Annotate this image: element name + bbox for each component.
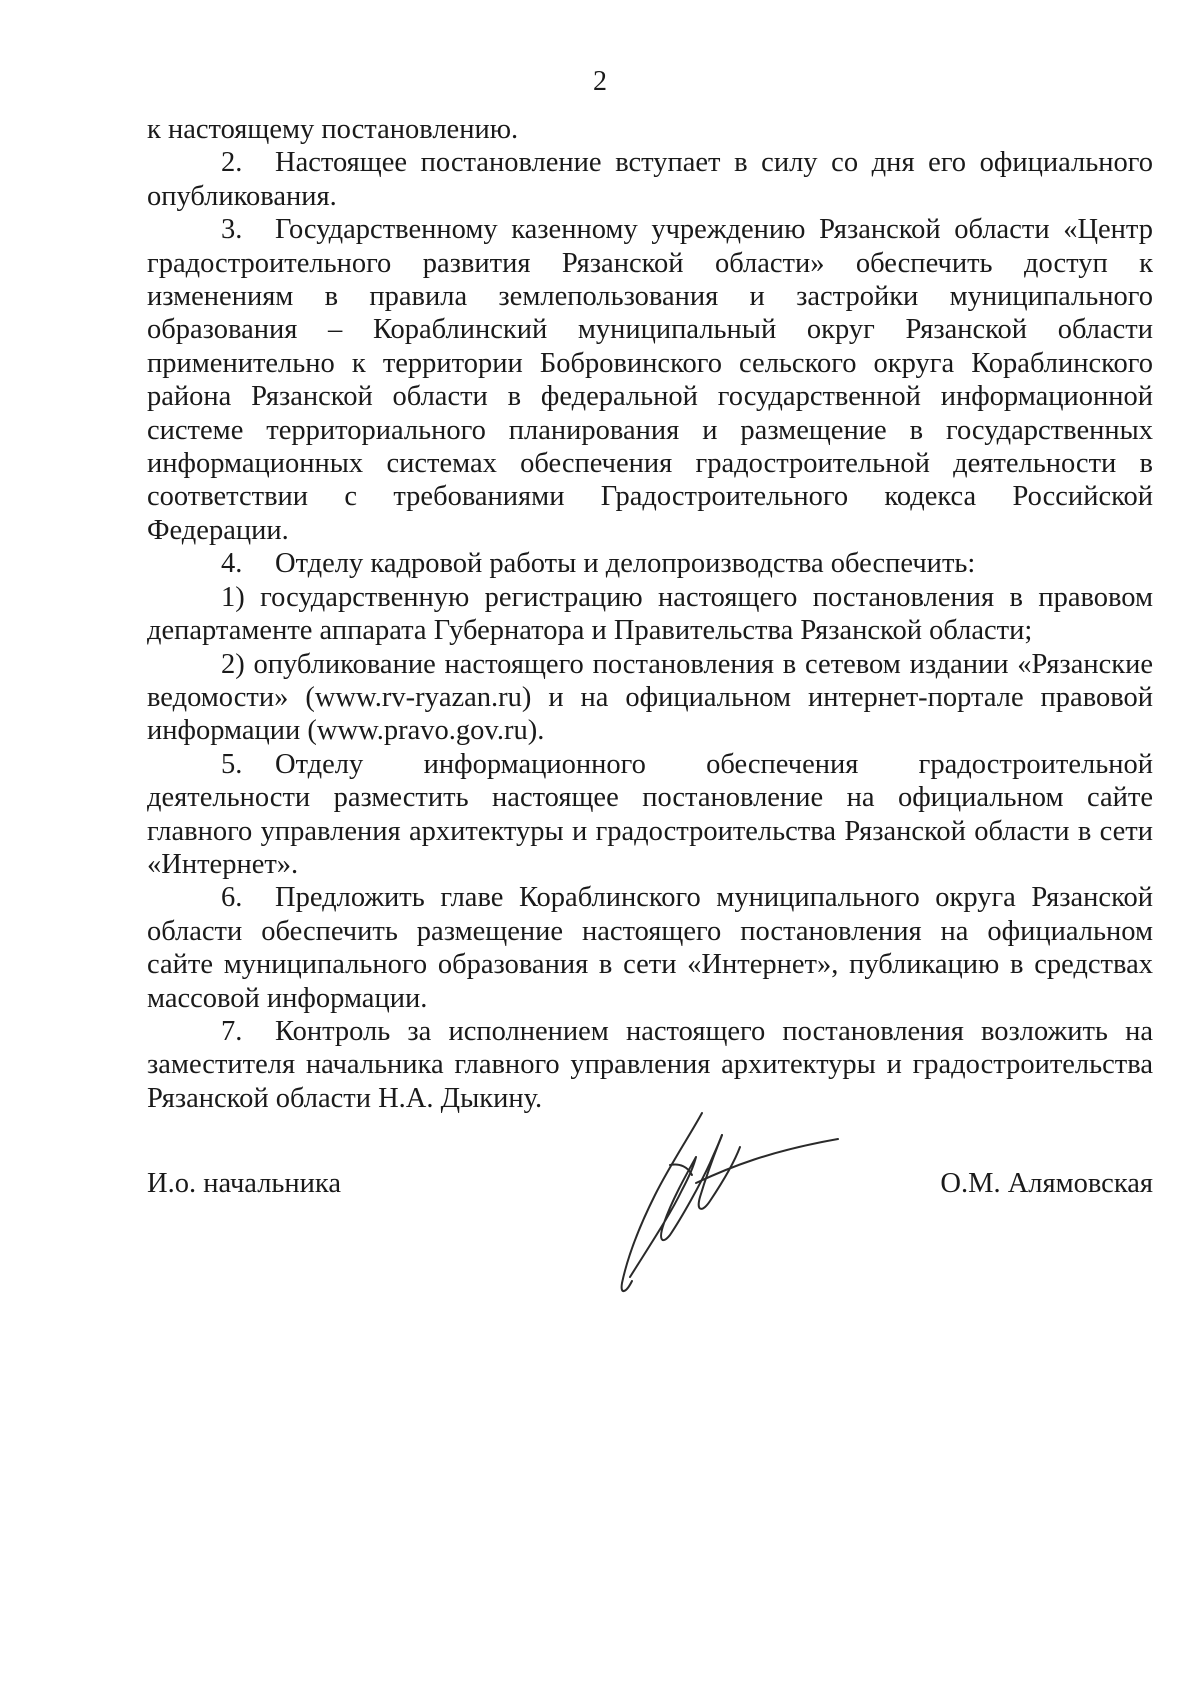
paragraph-number: 3.: [221, 214, 243, 246]
paragraph-number: 4.: [221, 548, 243, 580]
paragraph-text: Контроль за исполнением настоящего постановления возложить на заместителя начальника главного управления архитектуры и градостроительства Рязанской области Н.А. Дыкину.: [147, 1015, 1153, 1114]
paragraph-7: [147, 1015, 1153, 1115]
signature-block: [147, 1167, 1153, 1207]
paragraph-text: Отделу кадровой работы и делопроизводства обеспечить:: [275, 548, 976, 580]
paragraph-number: 2.: [221, 147, 243, 179]
paragraph-text: Предложить главе Кораблинского муниципального округа Рязанской области обеспечить размещение настоящего постановления на официальном сайте муниципального образования в сети «Интернет», публикацию в средствах массовой информации.: [147, 882, 1153, 1014]
paragraph-number: 5.: [221, 748, 243, 780]
signer-name: О.М. Алямовская: [940, 1168, 1153, 1199]
paragraph-5: [147, 748, 1153, 882]
subparagraph-4-1: [147, 581, 1153, 648]
paragraph-text: Отделу информационного обеспечения градостроительной деятельности разместить настоящее постановление на официальном сайте главного управления архитектуры и градостроительства Рязанской области в сети «Интернет».: [147, 748, 1153, 880]
paragraph-text: Настоящее постановление вступает в силу со дня его официального опубликования.: [147, 147, 1153, 212]
paragraph-4: [147, 547, 1153, 580]
paragraph-text: 1) государственную регистрацию настоящего постановления в правовом департаменте аппарата Губернатора и Правительства Рязанской области;: [147, 581, 1153, 647]
paragraph-text: 2) опубликование настоящего постановления в сетевом издании «Рязанские ведомости» (www.rv-ryazan.ru) и на официальном интернет-портале правовой информации (www.pravo.gov.ru).: [147, 648, 1153, 747]
paragraph-3: [147, 213, 1153, 547]
paragraph-number: 6.: [221, 882, 243, 914]
paragraph-number: 7.: [221, 1015, 243, 1047]
paragraph-2: [147, 146, 1153, 213]
paragraph-continuation: [147, 113, 1153, 146]
document-body: [147, 113, 1153, 1115]
signer-position: И.о. начальника: [147, 1168, 341, 1199]
paragraph-text: к настоящему постановлению.: [147, 114, 519, 145]
subparagraph-4-2: [147, 648, 1153, 748]
page-number: 2: [593, 66, 607, 97]
paragraph-text: Государственному казенному учреждению Рязанской области «Центр градостроительного развития Рязанской области» обеспечить доступ к изменениям в правила землепользования и застройки муниципального образования – Кораблинский муниципальный округ Рязанской области применительно к территории Бобровинского сельского округа Кораблинского района Рязанской области в федеральной государственной информационной системе территориального планирования и размещение в государственных информационных системах обеспечения градостроительной деятельности в соответствии с требованиями Градостроительного кодекса Российской Федерации.: [147, 214, 1153, 546]
paragraph-6: [147, 881, 1153, 1015]
